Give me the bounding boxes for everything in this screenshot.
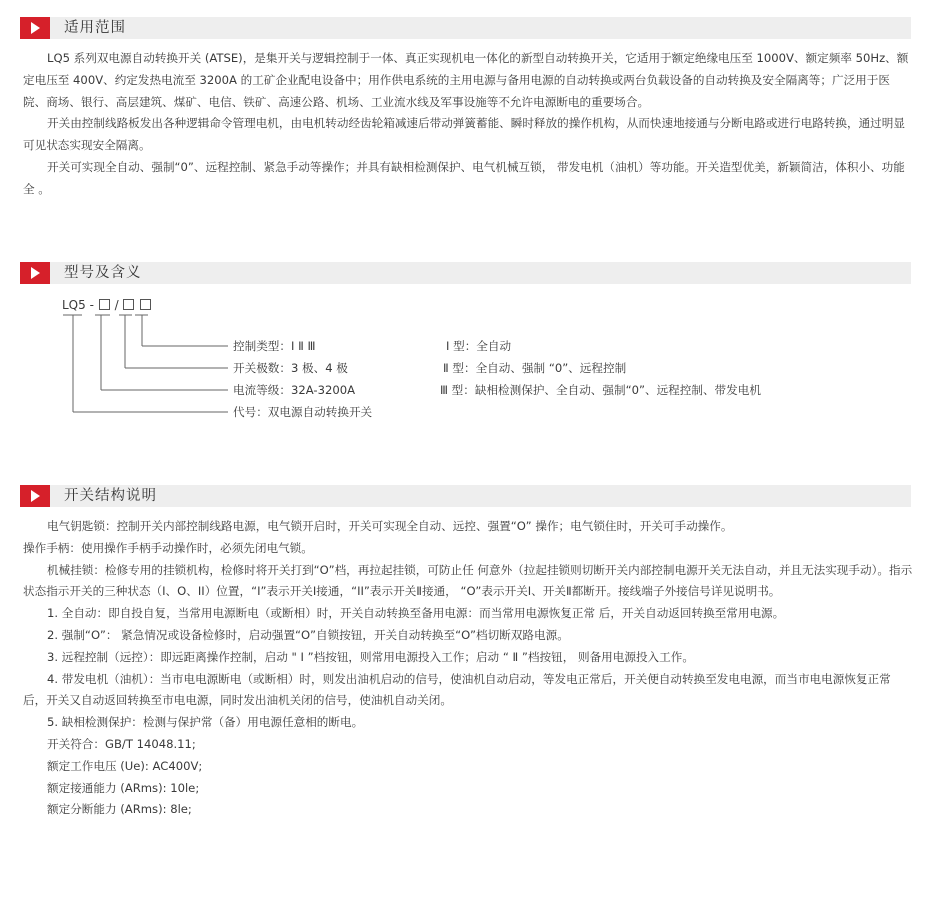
structure-paragraph-10: 额定工作电压 (Ue): AC400V;: [47, 758, 203, 773]
play-arrow-icon: [20, 17, 50, 39]
model-type-3: Ⅲ 型：缺相检测保护、全自动、强制“0”、远程控制、带发电机: [440, 383, 761, 397]
section-title-model: 型号及含义: [64, 265, 142, 281]
model-label-current: 电流等级：32A-3200A: [233, 383, 356, 397]
model-code-separator: /: [114, 298, 119, 312]
section-title-scope: 适用范围: [64, 20, 126, 36]
structure-paragraph-6: 3. 远程控制（远控）：即远距离操作控制，启动 " Ⅰ ”档按钮，则常用电源投入工作；启动 “ Ⅱ ”档按钮， 则备用电源投入工作。: [47, 649, 694, 664]
play-arrow-icon: [20, 262, 50, 284]
scope-paragraph-2: 开关由控制线路板发出各种逻辑命令管理电机，由电机转动经齿轮箱减速后带动弹簧蓄能、瞬时释放的操作机构，从而快速地接通与分断电路或进行电路转换，通过明显可见状态实现安全隔离。: [23, 116, 905, 153]
structure-paragraph-4: 1. 全自动：即自投自复，当常用电源断电（或断相）时，开关自动转换至备用电源：而当常用电源恢复正常 后，开关自动返回转换至常用电源。: [47, 606, 785, 621]
model-label-poles: 开关极数：3 极、4 极: [233, 361, 348, 375]
play-arrow-icon: [20, 485, 50, 507]
model-label-code: 代号：双电源自动转换开关: [233, 405, 373, 419]
section-title-structure: 开关结构说明: [64, 488, 157, 504]
section-header-model: [20, 262, 911, 284]
structure-paragraph-9: 开关符合：GB/T 14048.11;: [47, 736, 196, 751]
structure-paragraph-1: 电气钥匙锁：控制开关内部控制线路电源，电气锁开启时，开关可实现全自动、远控、强置“O” 操作；电气锁住时，开关可手动操作。: [47, 519, 733, 533]
section-header-structure: [20, 485, 911, 507]
structure-paragraph-8: 5. 缺相检测保护：检测与保护常（备）用电源任意相的断电。: [47, 715, 364, 730]
structure-text: [23, 516, 913, 821]
model-box-control: [140, 299, 151, 310]
structure-paragraph-7: 4. 带发电机（油机）：当市电电源断电（或断相）时，则发出油机启动的信号，使油机自动启动，等发电正常后，开关便自动转换至发电电源，而当市电电源恢复正常后，开关又自动返回转换至市电电源，同时发出油机关闭的信号，使油机自动关闭。: [23, 671, 891, 708]
structure-paragraph-11: 额定接通能力 (ARms): 10le;: [47, 780, 200, 795]
scope-paragraph-1: LQ5 系列双电源自动转换开关 (ATSE)，是集开关与逻辑控制于一体、真正实现机电一体化的新型自动转换开关，它适用于额定绝缘电压至 1000V、额定频率 50Hz、额定电压至 400V、约定发热电流至 3200A 的工矿企业配电设备中；用作供电系统的主用电源与备用电源的自动转换或两台负载设备的自动转换及安全隔离等；广泛用于医院、商场、银行、高层建筑、煤矿、电信、铁矿、高速公路、机场、工业流水线及军事设施等不允许电源断电的重要场合。: [23, 51, 909, 109]
model-label-control-type: 控制类型：Ⅰ Ⅱ Ⅲ: [233, 339, 316, 353]
model-type-2: Ⅱ 型：全自动、强制 “0”、远程控制: [443, 361, 627, 375]
structure-paragraph-12: 额定分断能力 (ARms): 8le;: [47, 802, 192, 817]
section-header-scope: [20, 17, 911, 39]
model-box-poles: [123, 299, 134, 310]
model-box-current: [99, 299, 110, 310]
model-code: [62, 297, 152, 313]
structure-paragraph-2: 操作手柄：使用操作手柄手动操作时，必须先闭电气锁。: [23, 540, 313, 555]
structure-paragraph-3: 机械挂锁：检修专用的挂锁机构，检修时将开关打到“O”档，再拉起挂锁，可防止任 何意外（拉起挂锁则切断开关内部控制电源开关无法自动，并且无法实现手动）。指示状态指示开关的三种状态（I、O、II）位置，“Ⅰ”表示开关Ⅰ接通，“II”表示开关Ⅱ接通， “O”表示开关Ⅰ、开关Ⅱ都断开。接线端子外接信号详见说明书。: [23, 562, 913, 599]
structure-paragraph-5: 2. 强制“O”： 紧急情况或设备检修时，启动强置“O”自锁按钮，开关自动转换至“O”档切断双路电源。: [47, 627, 569, 642]
model-type-1: Ⅰ 型：全自动: [446, 339, 512, 353]
model-code-prefix: LQ5 -: [62, 298, 94, 312]
scope-text: [23, 48, 913, 201]
scope-paragraph-3: 开关可实现全自动、强制“0”、远程控制、紧急手动等操作；并具有缺相检测保护、电气机械互锁， 带发电机（油机）等功能。开关造型优美，新颖简洁，体积小、功能全 。: [23, 159, 905, 196]
